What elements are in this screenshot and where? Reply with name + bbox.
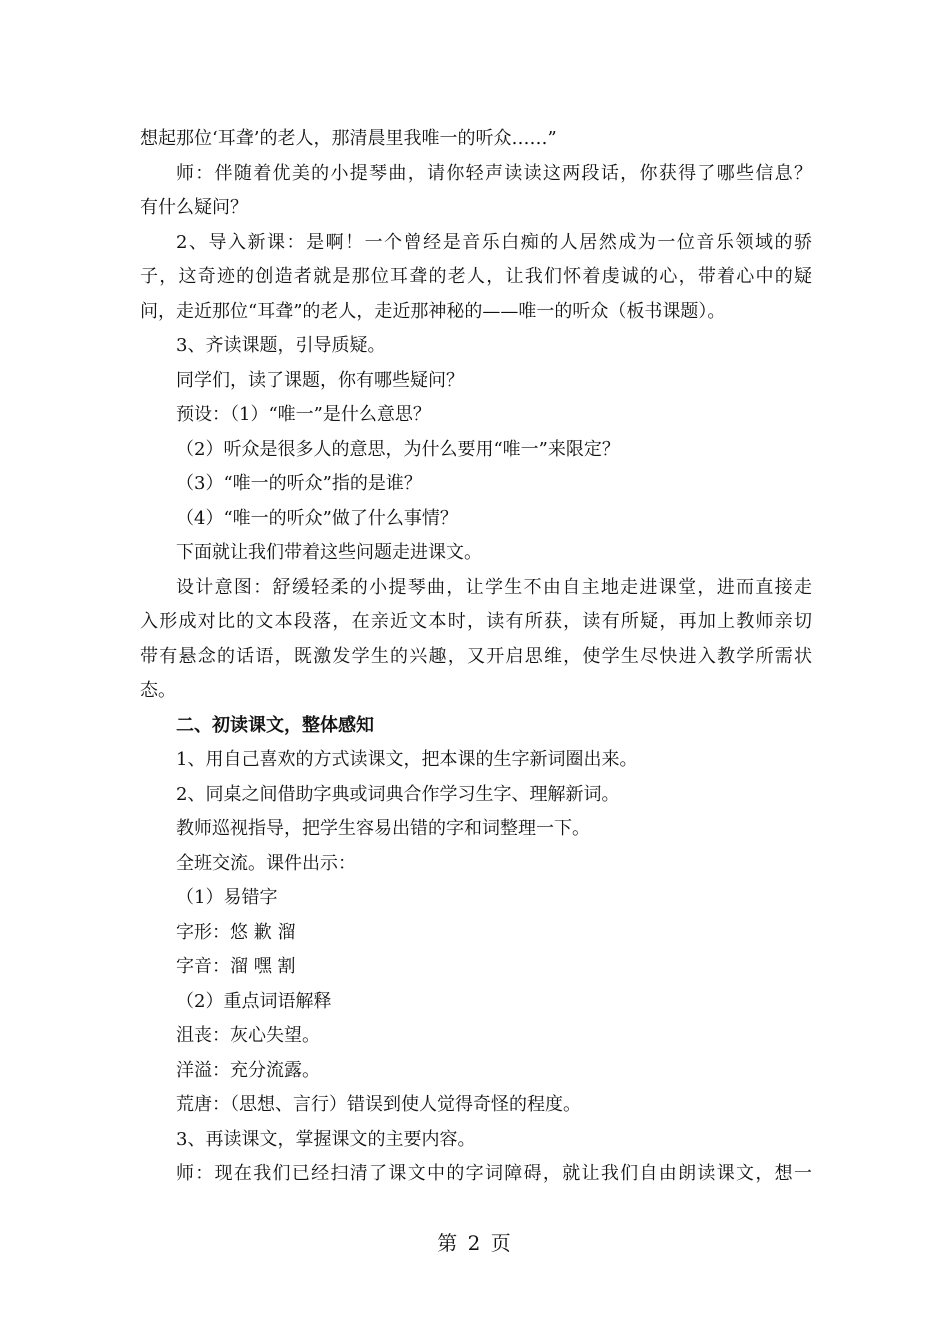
- paragraph-line: 3、再读课文，掌握课文的主要内容。: [176, 1128, 476, 1150]
- paragraph-line: （4）“唯一的听众”做了什么事情？: [176, 507, 458, 529]
- paragraph-line: 沮丧：灰心失望。: [176, 1025, 320, 1046]
- paragraph-line: 师：现在我们已经扫清了课文中的字词障碍，就让我们自由朗读课文，想一: [176, 1163, 812, 1184]
- paragraph-line: 下面就让我们带着这些问题走进课文。: [176, 542, 482, 563]
- paragraph-line: 想起那位‘耳聋’的老人，那清晨里我唯一的听众……”: [140, 128, 557, 149]
- paragraph-line: 2、导入新课：是啊！一个曾经是音乐白痴的人居然成为一位音乐领域的骄: [176, 231, 812, 253]
- paragraph-line: 字形：悠 歉 溜: [176, 921, 296, 943]
- paragraph-line: 子，这奇迹的创造者就是那位耳聋的老人，让我们怀着虔诚的心，带着心中的疑: [140, 266, 812, 287]
- paragraph-line: 态。: [140, 680, 176, 701]
- paragraph-line: 教师巡视指导，把学生容易出错的字和词整理一下。: [176, 818, 590, 839]
- paragraph-line: 带有悬念的话语，既激发学生的兴趣，又开启思维，使学生尽快进入教学所需状: [140, 645, 812, 667]
- section-heading: 二、初读课文，整体感知: [176, 714, 374, 736]
- paragraph-line: 同学们，读了课题，你有哪些疑问？: [176, 369, 464, 391]
- paragraph-line: 荒唐：（思想、言行）错误到使人觉得奇怪的程度。: [176, 1094, 581, 1115]
- paragraph-line: （2）重点词语解释: [176, 990, 332, 1012]
- paragraph-line: 3、齐读课题，引导质疑。: [176, 335, 386, 356]
- paragraph-line: 设计意图：舒缓轻柔的小提琴曲，让学生不由自主地走进课堂，进而直接走: [176, 576, 812, 598]
- document-body: [140, 122, 812, 1192]
- paragraph-line: 入形成对比的文本段落，在亲近文本时，读有所获，读有所疑，再加上教师亲切: [140, 611, 812, 632]
- page-number: 第 2 页: [437, 1231, 513, 1255]
- paragraph-line: 有什么疑问？: [140, 197, 248, 218]
- paragraph-line: 2、同桌之间借助字典或词典合作学习生字、理解新词。: [176, 783, 620, 805]
- paragraph-line: 字音：溜 嘿 割: [176, 956, 296, 977]
- paragraph-line: 预设：（1）“唯一”是什么意思？: [176, 404, 431, 425]
- paragraph-line: 师：伴随着优美的小提琴曲，请你轻声读读这两段话，你获得了哪些信息？: [176, 162, 812, 184]
- paragraph-line: 洋溢：充分流露。: [176, 1059, 320, 1081]
- paragraph-line: （3）“唯一的听众”指的是谁？: [176, 473, 422, 494]
- paragraph-line: 1、用自己喜欢的方式读课文，把本课的生字新词圈出来。: [176, 749, 638, 770]
- paragraph-line: 全班交流。课件出示：: [176, 852, 356, 874]
- paragraph-line: （1）易错字: [176, 887, 278, 908]
- paragraph-line: 问，走近那位“耳聋”的老人，走近那神秘的——唯一的听众（板书课题）。: [140, 300, 726, 322]
- paragraph-line: （2）听众是很多人的意思，为什么要用“唯一”来限定？: [176, 438, 620, 460]
